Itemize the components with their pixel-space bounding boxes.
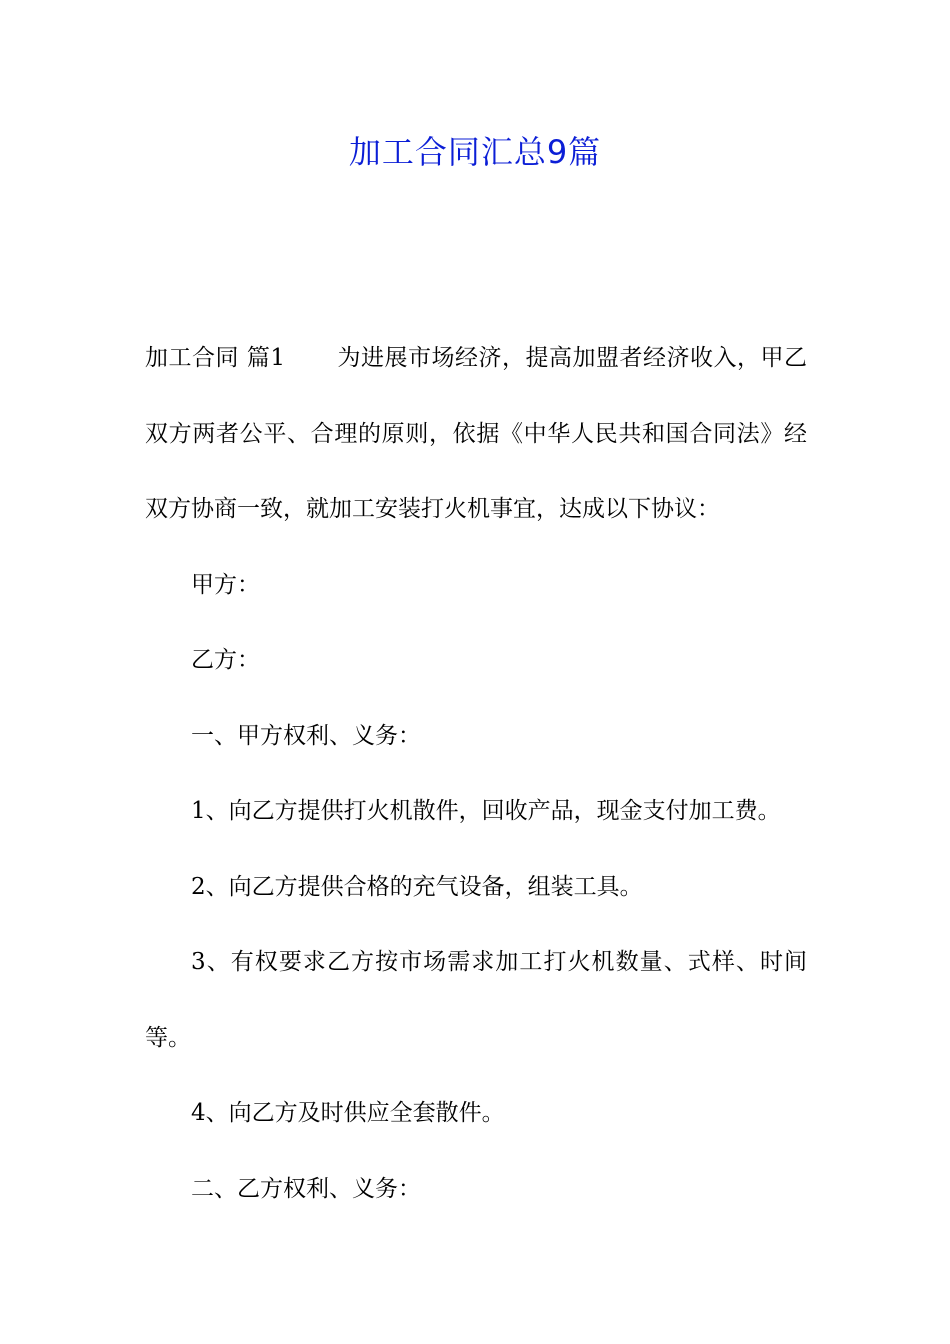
paragraph-item-3: 3、有权要求乙方按市场需求加工打火机数量、式样、时间等。 <box>145 949 807 1051</box>
intro-text: 为进展市场经济，提高加盟者经济收入，甲乙双方两者公平、合理的原则，依据《中华人民共和国合同法》经双方协商一致，就加工安装打火机事宜，达成以下协议： <box>145 345 808 522</box>
document-title: 加工合同汇总9篇 <box>348 133 602 171</box>
section-heading: 加工合同 篇1 <box>145 345 285 371</box>
paragraph-party-a: 甲方： <box>191 571 260 598</box>
paragraph-item-2: 2、向乙方提供合格的充气设备，组装工具。 <box>191 873 643 900</box>
paragraph-item-4: 4、向乙方及时供应全套散件。 <box>191 1100 505 1126</box>
document-body <box>145 321 807 1227</box>
paragraph-section-1: 一、甲方权利、义务： <box>191 722 421 749</box>
paragraph-section-2: 二、乙方权利、义务： <box>191 1175 421 1202</box>
intro-paragraph <box>145 321 807 548</box>
paragraph-party-b: 乙方： <box>191 647 260 673</box>
paragraph-item-1: 1、向乙方提供打火机散件，回收产品，现金支付加工费。 <box>191 798 781 824</box>
